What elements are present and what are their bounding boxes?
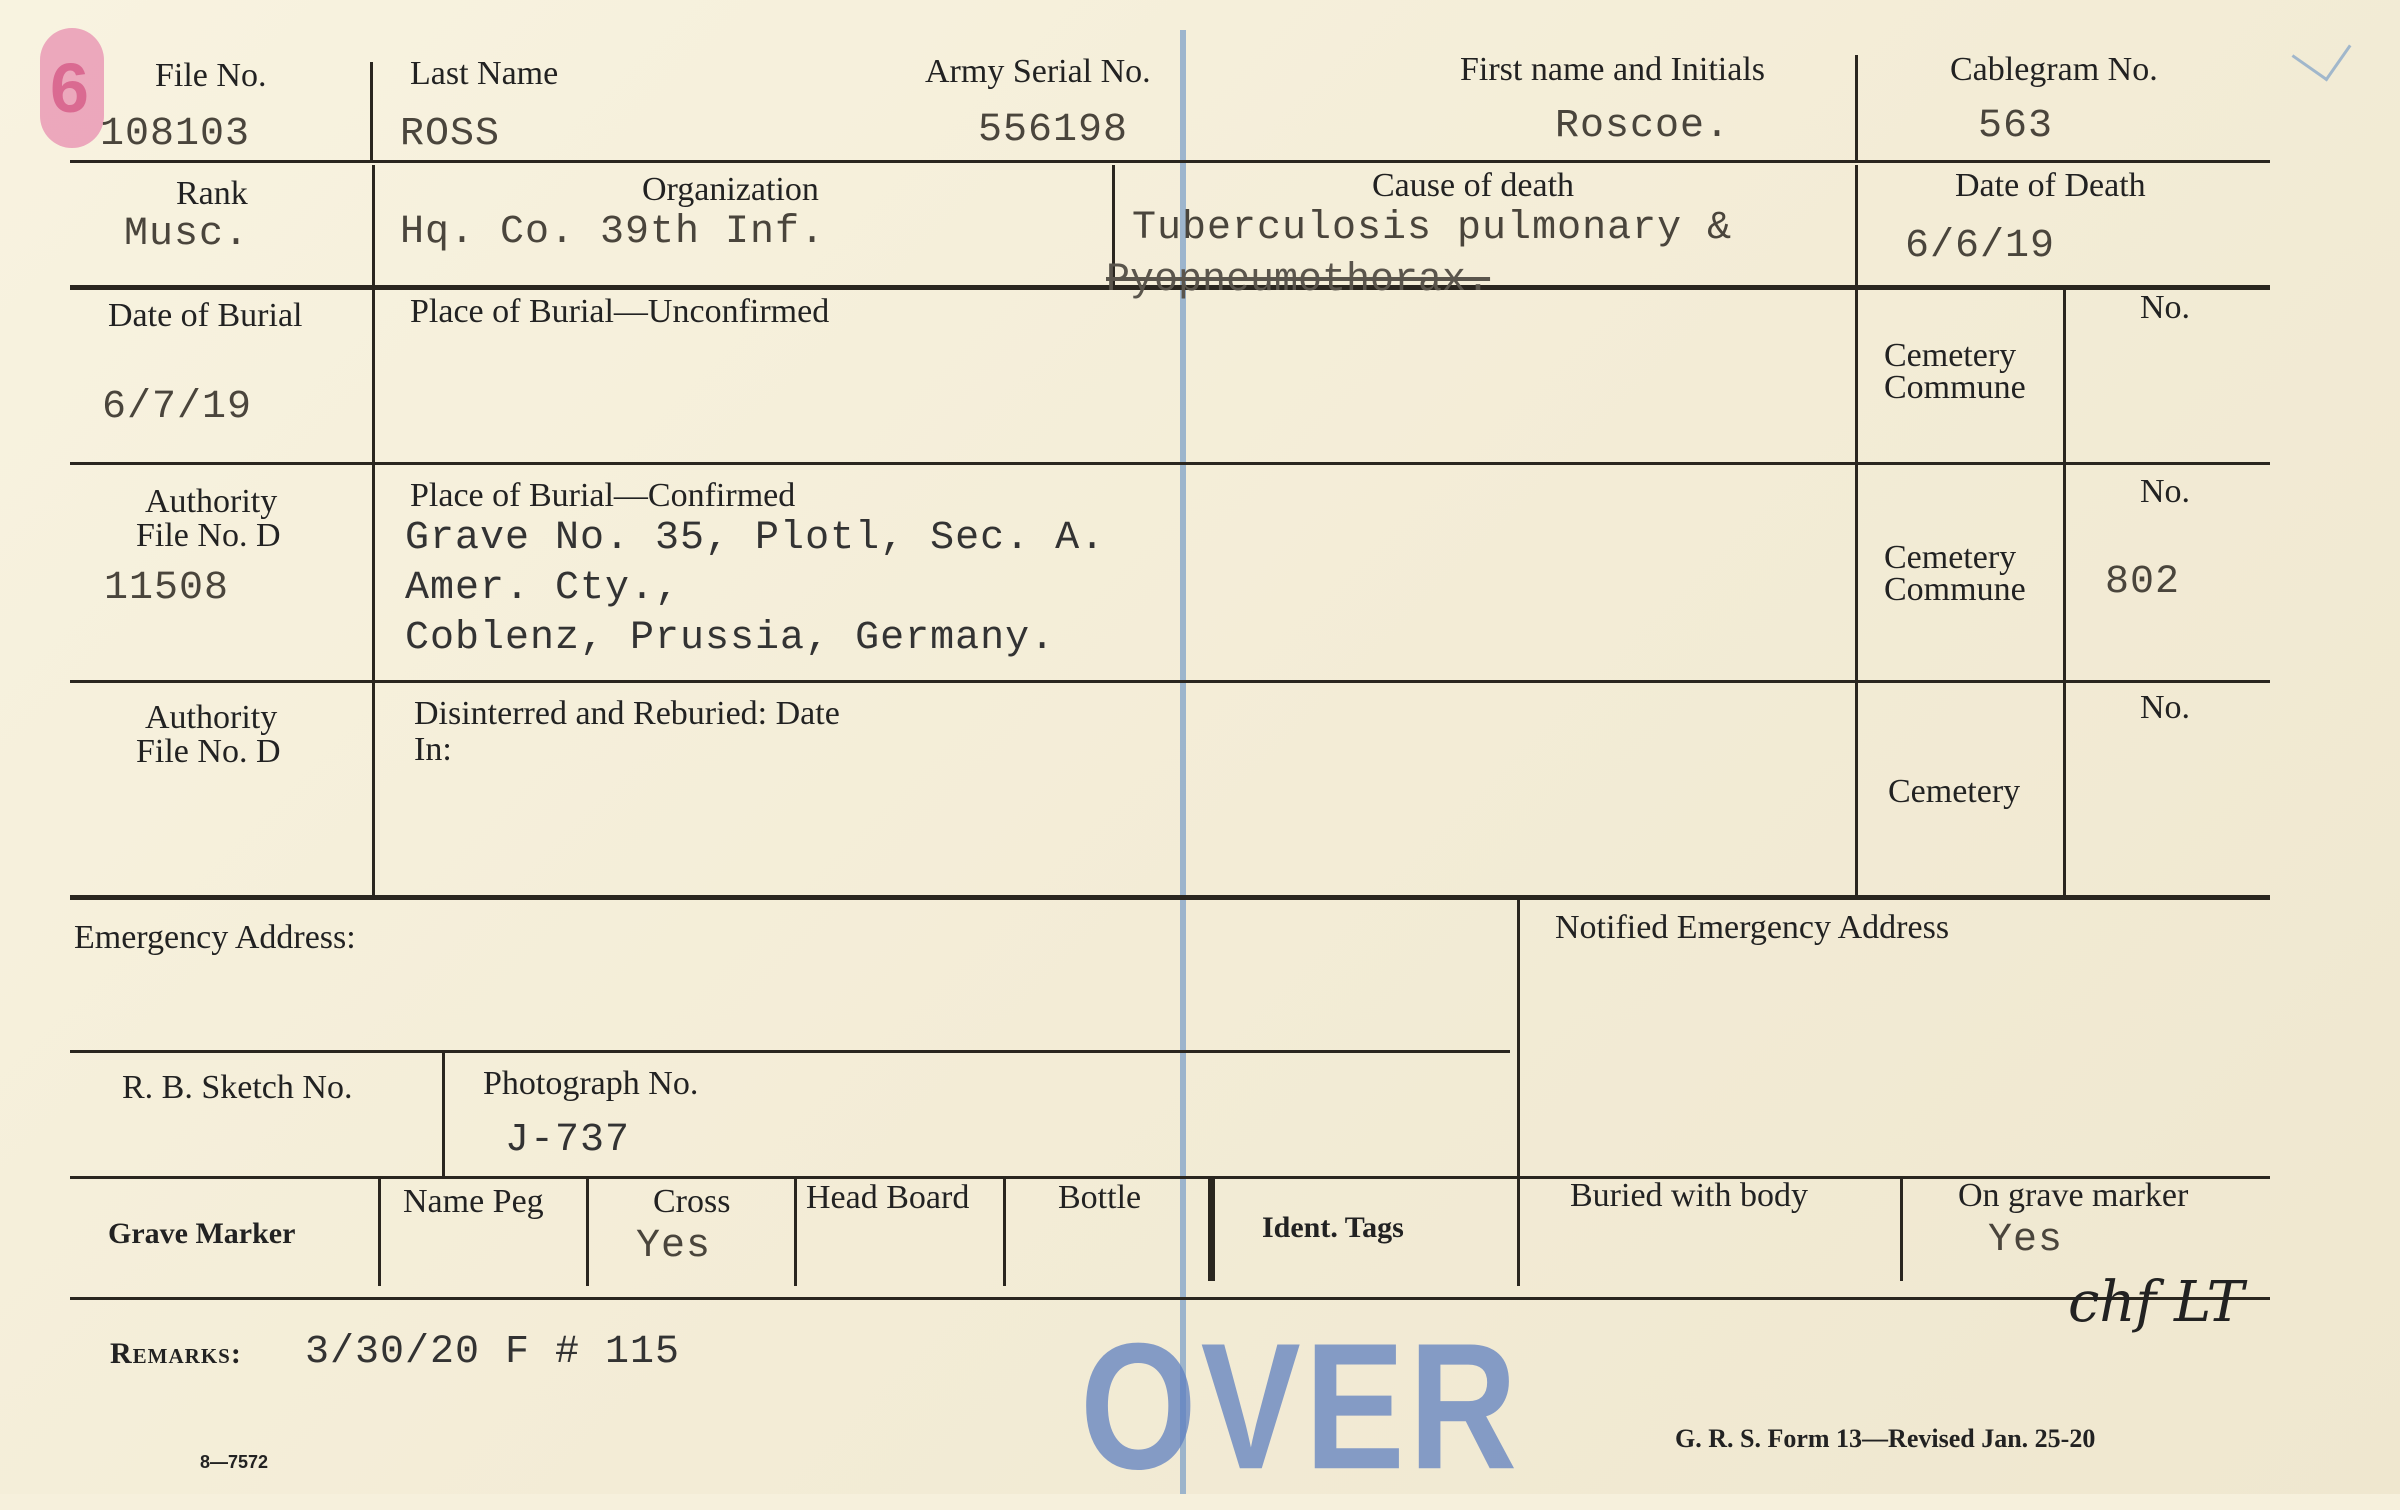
disinterred-label: Disinterred and Reburied: Date bbox=[414, 695, 840, 732]
head-board-label: Head Board bbox=[806, 1179, 970, 1216]
organization-label: Organization bbox=[642, 171, 819, 208]
buried-with-body-label: Buried with body bbox=[1570, 1177, 1808, 1214]
bottle-label: Bottle bbox=[1058, 1179, 1142, 1216]
authority-label-1: Authority bbox=[145, 483, 278, 520]
remarks-value: 3/30/20 F # 115 bbox=[305, 1330, 681, 1375]
no-label-1: No. bbox=[2140, 289, 2191, 326]
date-of-burial-value: 6/7/19 bbox=[102, 385, 253, 430]
cemetery-label-1: Cemetery bbox=[1884, 337, 2017, 374]
remarks-label: Remarks: bbox=[110, 1337, 242, 1370]
file-no-label: File No. bbox=[155, 57, 267, 94]
over-stamp: OVER bbox=[1080, 1305, 1522, 1507]
notified-emergency-label: Notified Emergency Address bbox=[1555, 909, 1950, 946]
place-confirmed-line2: Amer. Cty., bbox=[405, 566, 681, 611]
place-unconfirmed-label: Place of Burial—Unconfirmed bbox=[410, 293, 830, 330]
pink-tab-mark: 6 bbox=[40, 28, 104, 148]
cemetery-label-2: Cemetery bbox=[1884, 539, 2017, 576]
last-name-value: ROSS bbox=[400, 112, 501, 157]
first-name-value: Roscoe. bbox=[1555, 104, 1731, 149]
cemetery-no-value: 802 bbox=[2105, 560, 2181, 605]
emergency-address-label: Emergency Address: bbox=[74, 919, 356, 956]
blue-check-icon bbox=[2292, 22, 2352, 82]
date-of-death-label: Date of Death bbox=[1955, 167, 2146, 204]
commune-label-1: Commune bbox=[1884, 369, 2026, 406]
date-of-burial-label: Date of Burial bbox=[108, 297, 303, 334]
file-no-value: 108103 bbox=[100, 112, 251, 157]
form-code: 8—7572 bbox=[200, 1452, 269, 1472]
authority-file-value: 11508 bbox=[104, 566, 230, 611]
authority-file-label-2: File No. D bbox=[136, 733, 281, 770]
cablegram-label: Cablegram No. bbox=[1950, 51, 2158, 88]
on-grave-marker-value: Yes bbox=[1988, 1218, 2064, 1263]
organization-value: Hq. Co. 39th Inf. bbox=[400, 210, 826, 255]
first-name-label: First name and Initials bbox=[1460, 51, 1766, 88]
last-name-label: Last Name bbox=[410, 55, 559, 92]
cross-value: Yes bbox=[636, 1224, 712, 1269]
rank-label: Rank bbox=[176, 175, 248, 212]
place-confirmed-label: Place of Burial—Confirmed bbox=[410, 477, 796, 514]
cross-label: Cross bbox=[653, 1183, 731, 1220]
no-label-2: No. bbox=[2140, 473, 2191, 510]
place-confirmed-line3: Coblenz, Prussia, Germany. bbox=[405, 616, 1056, 661]
name-peg-label: Name Peg bbox=[403, 1183, 544, 1220]
on-grave-marker-label: On grave marker bbox=[1958, 1177, 2189, 1214]
cablegram-value: 563 bbox=[1978, 104, 2054, 149]
photograph-no-value: J-737 bbox=[505, 1118, 631, 1163]
cause-of-death-line1: Tuberculosis pulmonary & bbox=[1132, 206, 1733, 251]
cause-of-death-line2: Pyopneumothorax. bbox=[1106, 258, 1491, 303]
no-label-3: No. bbox=[2140, 689, 2191, 726]
sketch-no-label: R. B. Sketch No. bbox=[122, 1069, 353, 1106]
commune-label-2: Commune bbox=[1884, 571, 2026, 608]
grave-marker-label: Grave Marker bbox=[108, 1217, 296, 1250]
date-of-death-value: 6/6/19 bbox=[1905, 224, 2056, 269]
form-name: G. R. S. Form 13—Revised Jan. 25-20 bbox=[1675, 1424, 2096, 1453]
reburied-in-label: In: bbox=[414, 731, 452, 768]
authority-label-2: Authority bbox=[145, 699, 278, 736]
rank-value: Musc. bbox=[124, 212, 250, 257]
photograph-no-label: Photograph No. bbox=[483, 1065, 699, 1102]
authority-file-label-1: File No. D bbox=[136, 517, 281, 554]
place-confirmed-line1: Grave No. 35, Plotl, Sec. A. bbox=[405, 516, 1106, 561]
initials-signature: chf LT bbox=[2068, 1270, 2244, 1335]
serial-value: 556198 bbox=[978, 108, 1129, 153]
ident-tags-label: Ident. Tags bbox=[1262, 1211, 1404, 1244]
cause-of-death-label: Cause of death bbox=[1372, 167, 1575, 204]
serial-label: Army Serial No. bbox=[925, 53, 1151, 90]
cemetery-label-3: Cemetery bbox=[1888, 773, 2021, 810]
